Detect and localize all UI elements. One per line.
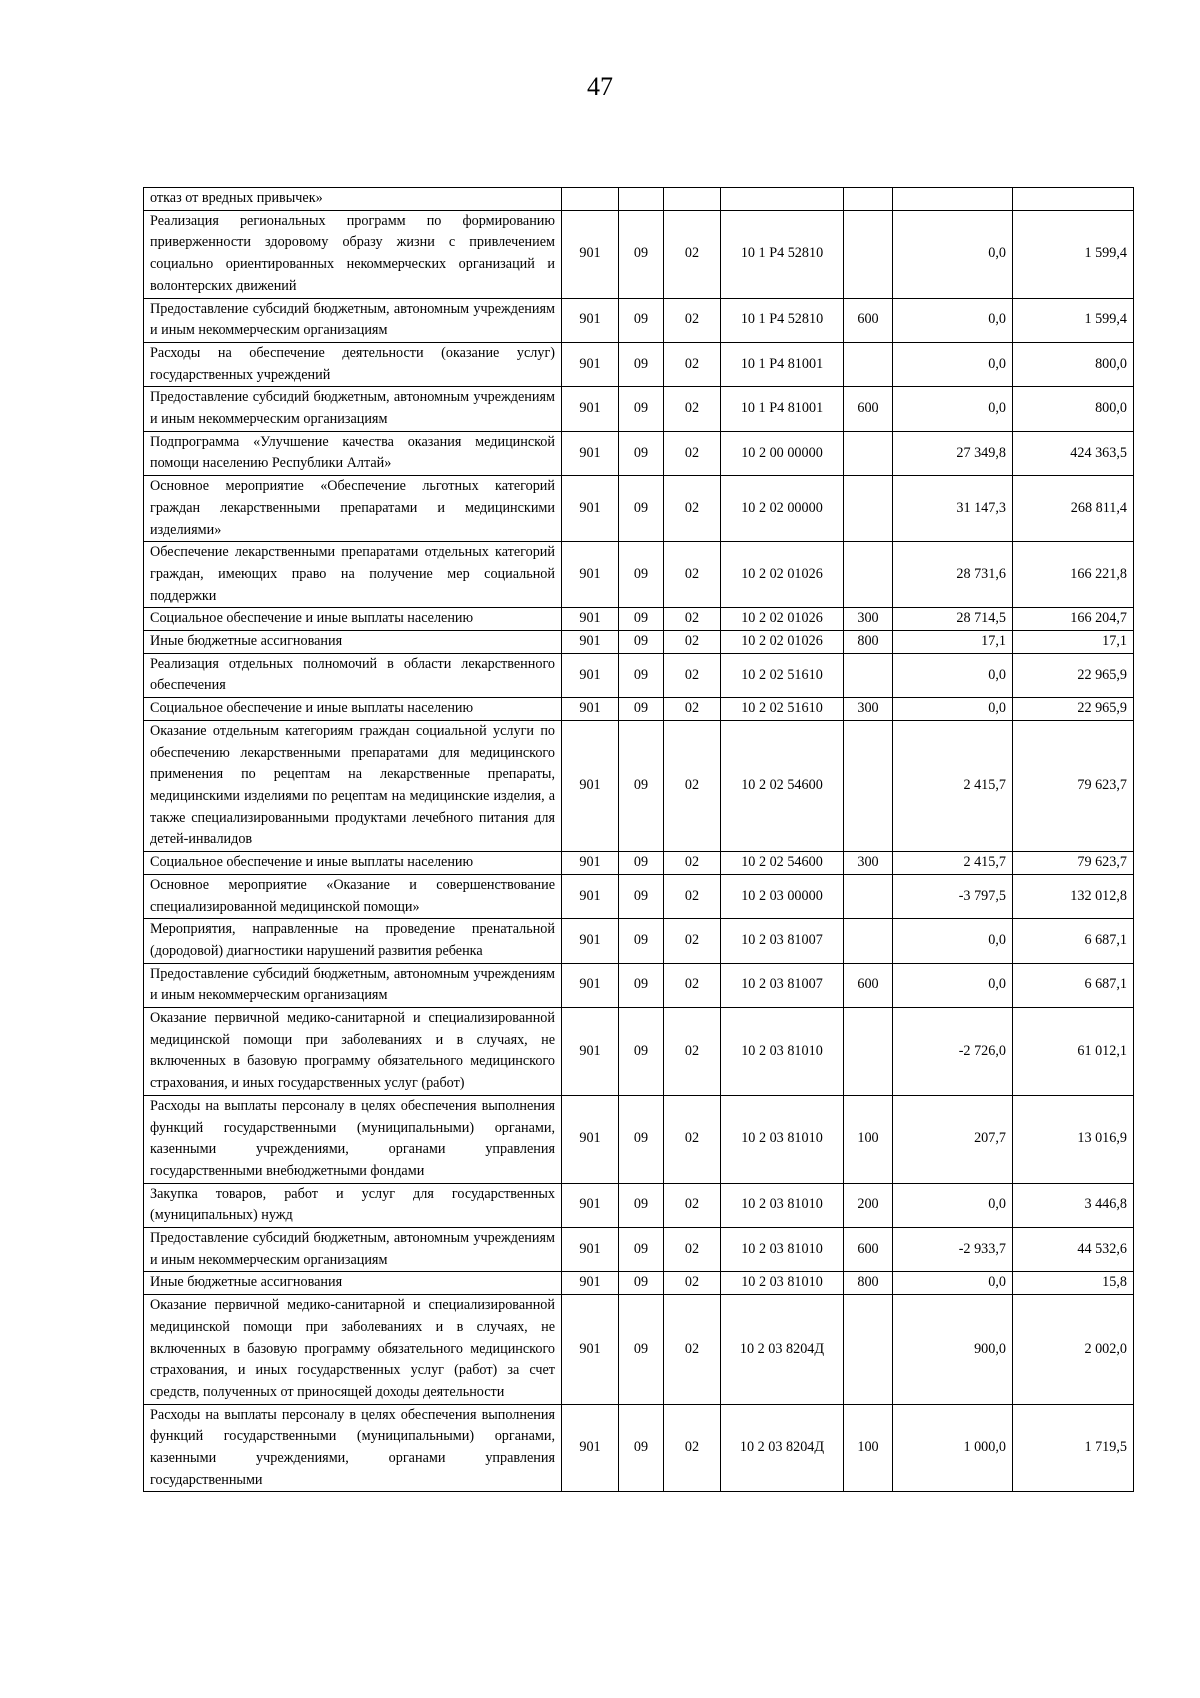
row-name-cell: Реализация региональных программ по формированию приверженности здоровому образу жизни с привлечением социально ориентированных некоммерческих организаций и волонтерских движений bbox=[144, 210, 562, 298]
row-change-amount-cell: 28 731,6 bbox=[893, 542, 1013, 608]
table-row bbox=[144, 963, 1134, 1007]
row-grbs-cell: 901 bbox=[562, 1183, 619, 1227]
row-expense-type-cell: 100 bbox=[844, 1404, 893, 1492]
row-subsection-cell: 02 bbox=[664, 919, 721, 963]
table-row bbox=[144, 387, 1134, 431]
row-target-article-cell: 10 2 02 00000 bbox=[721, 476, 844, 542]
row-section-cell: 09 bbox=[619, 1295, 664, 1405]
row-section-cell: 09 bbox=[619, 720, 664, 851]
row-name-cell: Реализация отдельных полномочий в области лекарственного обеспечения bbox=[144, 653, 562, 697]
row-section-cell: 09 bbox=[619, 342, 664, 386]
row-total-amount-cell: 79 623,7 bbox=[1013, 720, 1134, 851]
table-row bbox=[144, 852, 1134, 875]
row-subsection-cell: 02 bbox=[664, 342, 721, 386]
row-name-cell: Иные бюджетные ассигнования bbox=[144, 631, 562, 654]
row-name-cell: Закупка товаров, работ и услуг для государственных (муниципальных) нужд bbox=[144, 1183, 562, 1227]
row-change-amount-cell: 1 000,0 bbox=[893, 1404, 1013, 1492]
table-row bbox=[144, 720, 1134, 851]
row-expense-type-cell: 800 bbox=[844, 1272, 893, 1295]
row-name-cell: Основное мероприятие «Оказание и совершенствование специализированной медицинской помощи» bbox=[144, 874, 562, 918]
row-target-article-cell: 10 2 02 54600 bbox=[721, 720, 844, 851]
table-row bbox=[144, 1095, 1134, 1183]
row-grbs-cell: 901 bbox=[562, 210, 619, 298]
row-section-cell: 09 bbox=[619, 431, 664, 475]
row-section-cell: 09 bbox=[619, 608, 664, 631]
row-expense-type-cell bbox=[844, 919, 893, 963]
row-change-amount-cell: -3 797,5 bbox=[893, 874, 1013, 918]
row-subsection-cell: 02 bbox=[664, 653, 721, 697]
row-section-cell: 09 bbox=[619, 542, 664, 608]
row-total-amount-cell: 22 965,9 bbox=[1013, 653, 1134, 697]
row-expense-type-cell: 600 bbox=[844, 298, 893, 342]
table-row bbox=[144, 210, 1134, 298]
row-name-cell: Обеспечение лекарственными препаратами отдельных категорий граждан, имеющих право на получение мер социальной поддержки bbox=[144, 542, 562, 608]
row-name-cell: Расходы на обеспечение деятельности (оказание услуг) государственных учреждений bbox=[144, 342, 562, 386]
row-section-cell: 09 bbox=[619, 1272, 664, 1295]
row-total-amount-cell: 1 719,5 bbox=[1013, 1404, 1134, 1492]
row-grbs-cell: 901 bbox=[562, 476, 619, 542]
row-expense-type-cell: 600 bbox=[844, 387, 893, 431]
row-name-cell: Основное мероприятие «Обеспечение льготных категорий граждан лекарственными препаратами и медицинскими изделиями» bbox=[144, 476, 562, 542]
row-total-amount-cell: 166 204,7 bbox=[1013, 608, 1134, 631]
row-name-cell: Социальное обеспечение и иные выплаты населению bbox=[144, 698, 562, 721]
row-total-amount-cell bbox=[1013, 188, 1134, 211]
row-total-amount-cell: 132 012,8 bbox=[1013, 874, 1134, 918]
row-grbs-cell: 901 bbox=[562, 1228, 619, 1272]
row-grbs-cell: 901 bbox=[562, 298, 619, 342]
row-section-cell: 09 bbox=[619, 874, 664, 918]
row-subsection-cell bbox=[664, 188, 721, 211]
row-expense-type-cell bbox=[844, 342, 893, 386]
row-total-amount-cell: 1 599,4 bbox=[1013, 210, 1134, 298]
row-target-article-cell: 10 2 00 00000 bbox=[721, 431, 844, 475]
row-grbs-cell: 901 bbox=[562, 653, 619, 697]
row-section-cell: 09 bbox=[619, 387, 664, 431]
row-grbs-cell: 901 bbox=[562, 542, 619, 608]
budget-table bbox=[143, 187, 1134, 1492]
row-expense-type-cell: 300 bbox=[844, 852, 893, 875]
row-grbs-cell: 901 bbox=[562, 342, 619, 386]
row-grbs-cell: 901 bbox=[562, 1295, 619, 1405]
row-subsection-cell: 02 bbox=[664, 1272, 721, 1295]
row-grbs-cell: 901 bbox=[562, 1272, 619, 1295]
row-change-amount-cell: 0,0 bbox=[893, 298, 1013, 342]
row-subsection-cell: 02 bbox=[664, 1183, 721, 1227]
table-row bbox=[144, 874, 1134, 918]
row-change-amount-cell: 2 415,7 bbox=[893, 852, 1013, 875]
row-expense-type-cell bbox=[844, 210, 893, 298]
row-section-cell: 09 bbox=[619, 1095, 664, 1183]
row-change-amount-cell: 0,0 bbox=[893, 387, 1013, 431]
row-expense-type-cell bbox=[844, 720, 893, 851]
row-total-amount-cell: 1 599,4 bbox=[1013, 298, 1134, 342]
row-subsection-cell: 02 bbox=[664, 542, 721, 608]
row-section-cell: 09 bbox=[619, 631, 664, 654]
row-change-amount-cell: 0,0 bbox=[893, 342, 1013, 386]
page-number: 47 bbox=[587, 72, 613, 101]
row-section-cell: 09 bbox=[619, 476, 664, 542]
row-subsection-cell: 02 bbox=[664, 1295, 721, 1405]
row-target-article-cell: 10 1 Р4 81001 bbox=[721, 387, 844, 431]
row-target-article-cell: 10 2 03 81010 bbox=[721, 1272, 844, 1295]
row-name-cell: Оказание отдельным категориям граждан социальной услуги по обеспечению лекарственными препаратами для медицинского применения по рецептам на лекарственные препараты, медицинскими изделиями по рецептам на медицинские изделия, а также специализированными продуктами лечебного питания для детей-инвалидов bbox=[144, 720, 562, 851]
row-expense-type-cell bbox=[844, 653, 893, 697]
table-row bbox=[144, 698, 1134, 721]
row-change-amount-cell: 31 147,3 bbox=[893, 476, 1013, 542]
row-change-amount-cell: 0,0 bbox=[893, 919, 1013, 963]
row-total-amount-cell: 22 965,9 bbox=[1013, 698, 1134, 721]
row-change-amount-cell: 0,0 bbox=[893, 653, 1013, 697]
row-grbs-cell: 901 bbox=[562, 919, 619, 963]
row-section-cell: 09 bbox=[619, 1404, 664, 1492]
row-total-amount-cell: 13 016,9 bbox=[1013, 1095, 1134, 1183]
row-grbs-cell: 901 bbox=[562, 720, 619, 851]
row-target-article-cell: 10 2 03 81010 bbox=[721, 1228, 844, 1272]
row-total-amount-cell: 17,1 bbox=[1013, 631, 1134, 654]
table-row bbox=[144, 1404, 1134, 1492]
row-total-amount-cell: 800,0 bbox=[1013, 387, 1134, 431]
row-grbs-cell bbox=[562, 188, 619, 211]
row-expense-type-cell: 600 bbox=[844, 1228, 893, 1272]
row-expense-type-cell bbox=[844, 431, 893, 475]
row-section-cell: 09 bbox=[619, 298, 664, 342]
row-total-amount-cell: 6 687,1 bbox=[1013, 963, 1134, 1007]
row-target-article-cell: 10 2 03 81010 bbox=[721, 1183, 844, 1227]
row-name-cell: Расходы на выплаты персоналу в целях обеспечения выполнения функций государственными (муниципальными) органами, казенными учреждениями, органами управления государственными внебюджетными фондами bbox=[144, 1095, 562, 1183]
row-subsection-cell: 02 bbox=[664, 852, 721, 875]
table-row bbox=[144, 1228, 1134, 1272]
row-grbs-cell: 901 bbox=[562, 698, 619, 721]
row-change-amount-cell: 0,0 bbox=[893, 963, 1013, 1007]
row-target-article-cell: 10 2 02 01026 bbox=[721, 542, 844, 608]
row-total-amount-cell: 166 221,8 bbox=[1013, 542, 1134, 608]
row-grbs-cell: 901 bbox=[562, 1095, 619, 1183]
row-target-article-cell: 10 2 02 01026 bbox=[721, 631, 844, 654]
row-total-amount-cell: 79 623,7 bbox=[1013, 852, 1134, 875]
row-target-article-cell: 10 2 02 51610 bbox=[721, 653, 844, 697]
row-name-cell: Предоставление субсидий бюджетным, автономным учреждениям и иным некоммерческим организациям bbox=[144, 963, 562, 1007]
row-target-article-cell: 10 1 Р4 52810 bbox=[721, 210, 844, 298]
table-row bbox=[144, 608, 1134, 631]
row-name-cell: Социальное обеспечение и иные выплаты населению bbox=[144, 608, 562, 631]
row-name-cell: Оказание первичной медико-санитарной и специализированной медицинской помощи при заболеваниях и в случаях, не включенных в базовую программу обязательного медицинского страхования, и иных государственных услуг (работ) за счет средств, полученных от приносящей доходы деятельности bbox=[144, 1295, 562, 1405]
row-expense-type-cell bbox=[844, 542, 893, 608]
row-change-amount-cell: 207,7 bbox=[893, 1095, 1013, 1183]
table-row bbox=[144, 1272, 1134, 1295]
row-change-amount-cell: 0,0 bbox=[893, 1183, 1013, 1227]
row-subsection-cell: 02 bbox=[664, 720, 721, 851]
row-expense-type-cell: 200 bbox=[844, 1183, 893, 1227]
table-row bbox=[144, 653, 1134, 697]
row-change-amount-cell: 2 415,7 bbox=[893, 720, 1013, 851]
row-expense-type-cell bbox=[844, 476, 893, 542]
row-change-amount-cell: 0,0 bbox=[893, 210, 1013, 298]
row-total-amount-cell: 61 012,1 bbox=[1013, 1008, 1134, 1096]
table-row bbox=[144, 542, 1134, 608]
row-target-article-cell: 10 2 03 00000 bbox=[721, 874, 844, 918]
row-target-article-cell: 10 2 03 81007 bbox=[721, 963, 844, 1007]
table-row bbox=[144, 1295, 1134, 1405]
row-expense-type-cell: 100 bbox=[844, 1095, 893, 1183]
row-change-amount-cell: 0,0 bbox=[893, 698, 1013, 721]
row-section-cell: 09 bbox=[619, 653, 664, 697]
row-name-cell: Иные бюджетные ассигнования bbox=[144, 1272, 562, 1295]
row-total-amount-cell: 268 811,4 bbox=[1013, 476, 1134, 542]
row-name-cell: отказ от вредных привычек» bbox=[144, 188, 562, 211]
row-name-cell: Мероприятия, направленные на проведение пренатальной (дородовой) диагностики нарушений развития ребенка bbox=[144, 919, 562, 963]
row-change-amount-cell: 900,0 bbox=[893, 1295, 1013, 1405]
row-name-cell: Подпрограмма «Улучшение качества оказания медицинской помощи населению Республики Алтай» bbox=[144, 431, 562, 475]
row-total-amount-cell: 44 532,6 bbox=[1013, 1228, 1134, 1272]
row-target-article-cell: 10 1 Р4 81001 bbox=[721, 342, 844, 386]
row-target-article-cell: 10 2 03 81010 bbox=[721, 1008, 844, 1096]
row-expense-type-cell: 300 bbox=[844, 698, 893, 721]
table-row bbox=[144, 919, 1134, 963]
row-subsection-cell: 02 bbox=[664, 298, 721, 342]
row-grbs-cell: 901 bbox=[562, 608, 619, 631]
row-subsection-cell: 02 bbox=[664, 476, 721, 542]
table-row bbox=[144, 188, 1134, 211]
table-row bbox=[144, 298, 1134, 342]
row-section-cell: 09 bbox=[619, 1228, 664, 1272]
row-target-article-cell: 10 2 03 8204Д bbox=[721, 1404, 844, 1492]
row-subsection-cell: 02 bbox=[664, 1095, 721, 1183]
row-subsection-cell: 02 bbox=[664, 874, 721, 918]
row-grbs-cell: 901 bbox=[562, 874, 619, 918]
row-grbs-cell: 901 bbox=[562, 1008, 619, 1096]
row-change-amount-cell: 28 714,5 bbox=[893, 608, 1013, 631]
row-grbs-cell: 901 bbox=[562, 1404, 619, 1492]
row-expense-type-cell: 300 bbox=[844, 608, 893, 631]
row-change-amount-cell bbox=[893, 188, 1013, 211]
row-section-cell: 09 bbox=[619, 1183, 664, 1227]
row-total-amount-cell: 15,8 bbox=[1013, 1272, 1134, 1295]
row-total-amount-cell: 800,0 bbox=[1013, 342, 1134, 386]
row-target-article-cell: 10 2 03 81010 bbox=[721, 1095, 844, 1183]
row-section-cell: 09 bbox=[619, 852, 664, 875]
row-change-amount-cell: 27 349,8 bbox=[893, 431, 1013, 475]
row-section-cell bbox=[619, 188, 664, 211]
row-section-cell: 09 bbox=[619, 210, 664, 298]
row-target-article-cell: 10 2 02 01026 bbox=[721, 608, 844, 631]
row-total-amount-cell: 6 687,1 bbox=[1013, 919, 1134, 963]
row-name-cell: Оказание первичной медико-санитарной и специализированной медицинской помощи при заболеваниях и в случаях, не включенных в базовую программу обязательного медицинского страхования, и иных государственных услуг (работ) bbox=[144, 1008, 562, 1096]
row-subsection-cell: 02 bbox=[664, 431, 721, 475]
row-expense-type-cell bbox=[844, 1295, 893, 1405]
row-change-amount-cell: 0,0 bbox=[893, 1272, 1013, 1295]
row-subsection-cell: 02 bbox=[664, 608, 721, 631]
row-section-cell: 09 bbox=[619, 919, 664, 963]
row-target-article-cell: 10 1 Р4 52810 bbox=[721, 298, 844, 342]
row-subsection-cell: 02 bbox=[664, 210, 721, 298]
row-subsection-cell: 02 bbox=[664, 1404, 721, 1492]
row-change-amount-cell: 17,1 bbox=[893, 631, 1013, 654]
row-grbs-cell: 901 bbox=[562, 387, 619, 431]
row-grbs-cell: 901 bbox=[562, 963, 619, 1007]
table-row bbox=[144, 431, 1134, 475]
table-row bbox=[144, 476, 1134, 542]
row-section-cell: 09 bbox=[619, 1008, 664, 1096]
row-name-cell: Предоставление субсидий бюджетным, автономным учреждениям и иным некоммерческим организациям bbox=[144, 298, 562, 342]
row-subsection-cell: 02 bbox=[664, 387, 721, 431]
row-grbs-cell: 901 bbox=[562, 431, 619, 475]
table-row bbox=[144, 1183, 1134, 1227]
row-subsection-cell: 02 bbox=[664, 1228, 721, 1272]
row-change-amount-cell: -2 726,0 bbox=[893, 1008, 1013, 1096]
row-target-article-cell bbox=[721, 188, 844, 211]
row-name-cell: Предоставление субсидий бюджетным, автономным учреждениям и иным некоммерческим организациям bbox=[144, 1228, 562, 1272]
row-name-cell: Предоставление субсидий бюджетным, автономным учреждениям и иным некоммерческим организациям bbox=[144, 387, 562, 431]
row-subsection-cell: 02 bbox=[664, 963, 721, 1007]
row-name-cell: Расходы на выплаты персоналу в целях обеспечения выполнения функций государственными (муниципальными) органами, казенными учреждениями, органами управления государственными bbox=[144, 1404, 562, 1492]
row-total-amount-cell: 2 002,0 bbox=[1013, 1295, 1134, 1405]
row-expense-type-cell: 600 bbox=[844, 963, 893, 1007]
row-section-cell: 09 bbox=[619, 698, 664, 721]
row-target-article-cell: 10 2 02 54600 bbox=[721, 852, 844, 875]
row-subsection-cell: 02 bbox=[664, 631, 721, 654]
row-target-article-cell: 10 2 03 81007 bbox=[721, 919, 844, 963]
table-row bbox=[144, 342, 1134, 386]
row-target-article-cell: 10 2 03 8204Д bbox=[721, 1295, 844, 1405]
row-expense-type-cell bbox=[844, 188, 893, 211]
row-change-amount-cell: -2 933,7 bbox=[893, 1228, 1013, 1272]
row-expense-type-cell: 800 bbox=[844, 631, 893, 654]
row-grbs-cell: 901 bbox=[562, 852, 619, 875]
row-expense-type-cell bbox=[844, 1008, 893, 1096]
row-name-cell: Социальное обеспечение и иные выплаты населению bbox=[144, 852, 562, 875]
row-target-article-cell: 10 2 02 51610 bbox=[721, 698, 844, 721]
row-subsection-cell: 02 bbox=[664, 698, 721, 721]
row-total-amount-cell: 424 363,5 bbox=[1013, 431, 1134, 475]
row-grbs-cell: 901 bbox=[562, 631, 619, 654]
row-expense-type-cell bbox=[844, 874, 893, 918]
table-row bbox=[144, 1008, 1134, 1096]
table-row bbox=[144, 631, 1134, 654]
row-section-cell: 09 bbox=[619, 963, 664, 1007]
budget-table-body bbox=[144, 188, 1134, 1492]
row-subsection-cell: 02 bbox=[664, 1008, 721, 1096]
row-total-amount-cell: 3 446,8 bbox=[1013, 1183, 1134, 1227]
